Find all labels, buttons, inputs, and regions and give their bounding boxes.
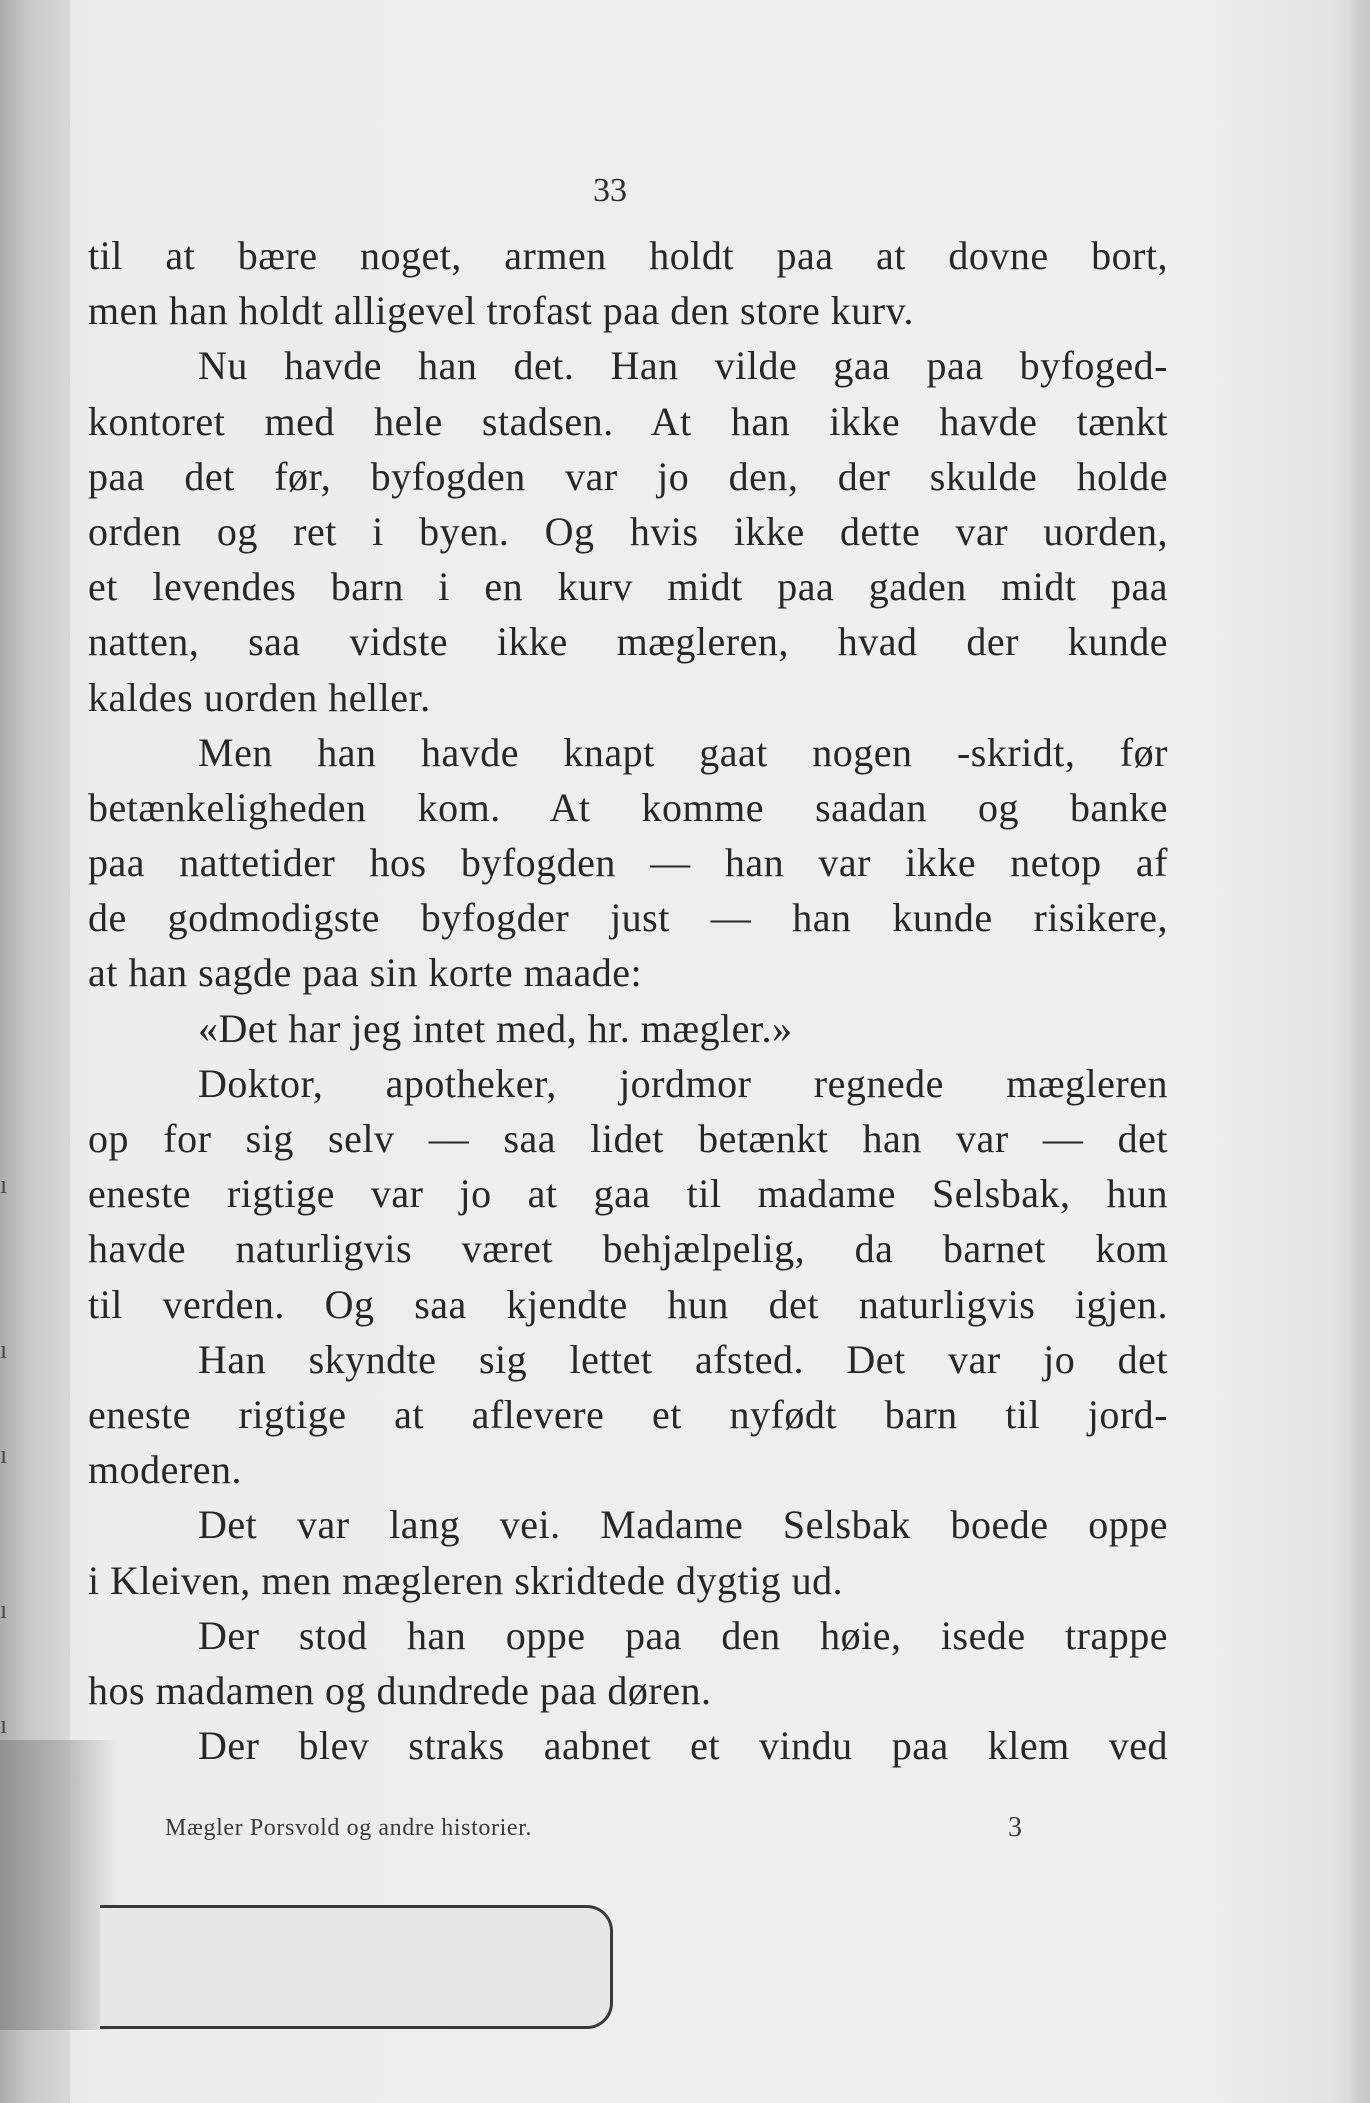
text-line: Han skyndte sig lettet afsted. Det var jo det bbox=[198, 1336, 1168, 1382]
text-line: de godmodigste byfogder just — han kunde risikere, bbox=[88, 895, 1168, 941]
body-text bbox=[88, 228, 1168, 1773]
footer-signature-mark: 3 bbox=[1008, 1812, 1022, 1843]
text-line: Men han havde knapt gaat nogen -skridt, før bbox=[198, 729, 1168, 775]
margin-mark: ı bbox=[0, 1170, 8, 1199]
text-line: til at bære noget, armen holdt paa at dovne bort, bbox=[88, 233, 1168, 278]
text-line: orden og ret i byen. Og hvis ikke dette var uorden, bbox=[88, 508, 1168, 554]
margin-mark: ı bbox=[0, 1335, 8, 1364]
text-line: Nu havde han det. Han vilde gaa paa byfoged- bbox=[198, 343, 1168, 389]
text-line: natten, saa vidste ikke mægleren, hvad der kunde bbox=[88, 619, 1168, 665]
text-line: eneste rigtige at aflevere et nyfødt barn til jord- bbox=[88, 1391, 1168, 1437]
text-line: paa nattetider hos byfogden — han var ikke netop af bbox=[88, 840, 1168, 886]
text-line: moderen. bbox=[88, 1447, 242, 1493]
text-line: Det var lang vei. Madame Selsbak boede oppe bbox=[198, 1502, 1168, 1548]
text-line: i Kleiven, men mægleren skridtede dygtig ud. bbox=[88, 1557, 844, 1603]
text-line: betænkeligheden kom. At komme saadan og banke bbox=[88, 784, 1168, 830]
text-line: kaldes uorden heller. bbox=[88, 674, 431, 720]
text-line: «Det har jeg intet med, hr. mægler.» bbox=[198, 1005, 793, 1051]
text-line: paa det før, byfogden var jo den, der skulde holde bbox=[88, 453, 1168, 499]
margin-mark: ı bbox=[0, 1710, 8, 1739]
library-card-stub bbox=[100, 1905, 613, 2029]
text-line: hos madamen og dundrede paa døren. bbox=[88, 1667, 712, 1713]
text-line: eneste rigtige var jo at gaa til madame Selsbak, hun bbox=[88, 1171, 1168, 1217]
text-line: Der blev straks aabnet et vindu paa klem ved bbox=[198, 1723, 1168, 1769]
margin-mark: ı bbox=[0, 1595, 8, 1624]
text-line: kontoret med hele stadsen. At han ikke havde tænkt bbox=[88, 398, 1168, 444]
margin-mark: ı bbox=[0, 1440, 8, 1469]
text-line: til verden. Og saa kjendte hun det naturligvis igjen. bbox=[88, 1281, 1168, 1327]
text-line: op for sig selv — saa lidet betænkt han var — det bbox=[88, 1116, 1168, 1161]
page-edge bbox=[1348, 0, 1370, 2103]
footer-book-title: Mægler Porsvold og andre historier. bbox=[165, 1815, 532, 1841]
text-line: Doktor, apotheker, jordmor regnede mægleren bbox=[198, 1060, 1168, 1106]
text-line: men han holdt alligevel trofast paa den store kurv. bbox=[88, 288, 914, 334]
text-line: Der stod han oppe paa den høie, isede trappe bbox=[198, 1612, 1168, 1658]
text-line: havde naturligvis været behjælpelig, da barnet kom bbox=[88, 1226, 1168, 1272]
page-number: 33 bbox=[593, 172, 627, 209]
text-line: at han sagde paa sin korte maade: bbox=[88, 950, 643, 996]
text-line: et levendes barn i en kurv midt paa gaden midt paa bbox=[88, 564, 1168, 610]
